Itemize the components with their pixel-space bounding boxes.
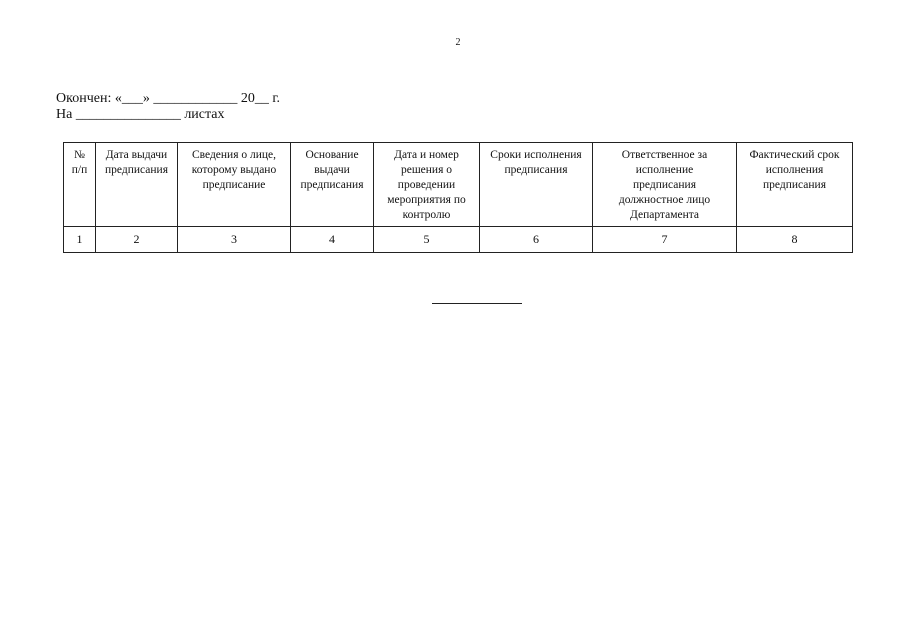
sheets-count-line: На _______________ листах <box>56 107 225 122</box>
column-numbering-row <box>64 227 853 253</box>
column-number-cell: 5 <box>374 227 480 253</box>
column-header-issue-basis: Основание выдачи предписания <box>291 143 374 227</box>
column-header-execution-terms: Сроки исполнения предписания <box>480 143 593 227</box>
column-header-number: № п/п <box>64 143 96 227</box>
column-number-cell: 1 <box>64 227 96 253</box>
column-number-cell: 4 <box>291 227 374 253</box>
page-number: 2 <box>455 37 461 48</box>
column-number-cell: 8 <box>737 227 853 253</box>
column-header-responsible-official: Ответственное за исполнение предписания должностное лицо Департамента <box>593 143 737 227</box>
table-header-row <box>64 143 853 227</box>
column-header-decision-date-number: Дата и номер решения о проведении мероприятия по контролю <box>374 143 480 227</box>
column-header-person-info: Сведения о лице, которому выдано предписание <box>178 143 291 227</box>
column-number-cell: 2 <box>96 227 178 253</box>
column-number-cell: 6 <box>480 227 593 253</box>
column-number-cell: 7 <box>593 227 737 253</box>
column-header-issue-date: Дата выдачи предписания <box>96 143 178 227</box>
prescriptions-register-table <box>63 142 853 253</box>
ending-date-line: Окончен: «___» ____________ 20__ г. <box>56 91 280 106</box>
closing-rule-divider <box>432 303 522 304</box>
column-number-cell: 3 <box>178 227 291 253</box>
column-header-actual-term: Фактический срок исполнения предписания <box>737 143 853 227</box>
